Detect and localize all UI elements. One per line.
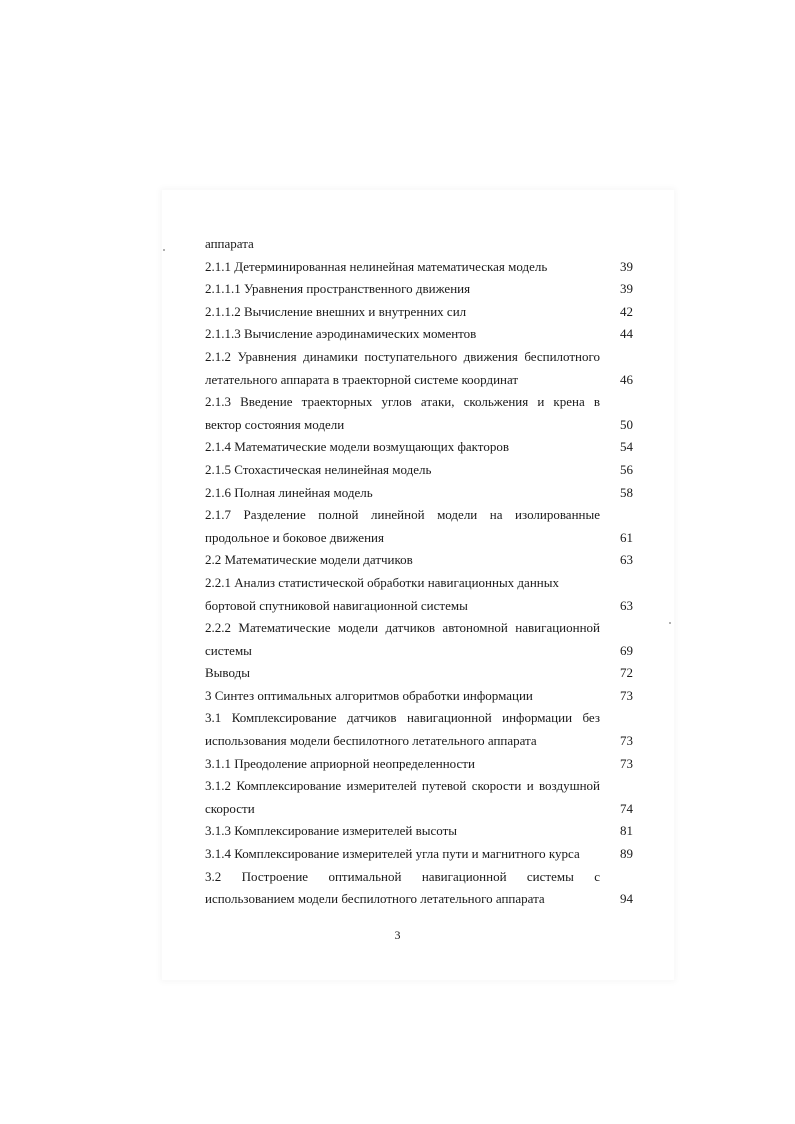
toc-entry-title [205, 866, 600, 911]
toc-entry-page: 46 [620, 371, 633, 387]
scan-speck [669, 622, 671, 624]
toc-entry-title-line: 2.2.2 Математические модели датчиков автономной навигационной [205, 620, 600, 636]
page-number: 3 [394, 928, 401, 942]
toc-entry-title-line: 2.1.6 Полная линейная модель [205, 484, 373, 500]
toc-entry-page: 89 [620, 846, 633, 862]
toc-entry-title-line: 2.1.1.3 Вычисление аэродинамических моментов [205, 326, 477, 342]
toc-entry-title-line: 2.1.5 Стохастическая нелинейная модель [205, 461, 432, 477]
toc-entry-title-line: 2.1.1.1 Уравнения пространственного движения [205, 281, 471, 297]
toc-entry-title [205, 707, 600, 752]
toc-entry-page: 72 [620, 665, 633, 681]
toc-entry-page: 61 [620, 529, 633, 545]
toc-entry-title-continuation: системы [205, 642, 252, 658]
toc-entry-title [205, 617, 600, 662]
toc-entry-page: 81 [620, 823, 633, 839]
toc-entry-title-continuation: продольное и боковое движения [205, 529, 384, 545]
toc-entry-page: 39 [620, 281, 633, 297]
toc-entry-title [205, 256, 600, 279]
toc-entry-title-line: 2.1.3 Введение траекторных углов атаки, скольжения и крена в [205, 394, 600, 410]
toc-entry-page: 63 [620, 597, 633, 613]
toc-entry-title-line: Выводы [205, 665, 250, 681]
toc-entry [205, 256, 633, 279]
toc-entry-title-line: 3.1.4 Комплексирование измерителей угла пути и магнитного курса [205, 846, 580, 862]
toc-entry-title-continuation: бортовой спутниковой навигационной системы [205, 597, 468, 613]
toc-entry-title [205, 391, 600, 436]
toc-entry [205, 775, 633, 820]
toc-entry-title [205, 572, 600, 617]
table-of-contents [205, 233, 633, 911]
toc-entry-page: 69 [620, 642, 633, 658]
toc-entry-title [205, 323, 600, 346]
toc-entry [205, 504, 633, 549]
toc-entry-page: 74 [620, 800, 633, 816]
toc-entry-page: 50 [620, 416, 633, 432]
toc-entry-title [205, 820, 600, 843]
toc-entry [205, 391, 633, 436]
toc-entry-title-line: 2.2 Математические модели датчиков [205, 552, 413, 568]
toc-entry-title-line: 3.1.3 Комплексирование измерителей высоты [205, 823, 458, 839]
toc-entry [205, 323, 633, 346]
toc-entry-title [205, 459, 600, 482]
toc-entry [205, 346, 633, 391]
toc-entry-page: 73 [620, 733, 633, 749]
toc-entry-title [205, 843, 600, 866]
toc-entry-title [205, 301, 600, 324]
scan-speck [163, 249, 165, 251]
toc-entry-page: 39 [620, 258, 633, 274]
toc-continuation-text: аппарата [205, 236, 254, 251]
toc-entry [205, 436, 633, 459]
toc-entry [205, 707, 633, 752]
toc-entry-title [205, 549, 600, 572]
toc-entry-title-continuation: использования модели беспилотного летательного аппарата [205, 733, 537, 749]
toc-entries [205, 256, 633, 911]
toc-entry-title-continuation: скорости [205, 800, 255, 816]
toc-entry-title [205, 753, 600, 776]
toc-entry-title-line: 3.2 Построение оптимальной навигационной системы с [205, 868, 600, 884]
toc-entry-title-line: 2.1.1.2 Вычисление внешних и внутренних сил [205, 303, 467, 319]
toc-entry-page: 56 [620, 461, 633, 477]
toc-entry [205, 549, 633, 572]
toc-entry-title-line: 3.1.2 Комплексирование измерителей путевой скорости и воздушной [205, 778, 600, 794]
toc-entry-title [205, 775, 600, 820]
toc-entry-title-continuation: летательного аппарата в траекторной системе координат [205, 371, 519, 387]
toc-entry [205, 301, 633, 324]
toc-entry-title [205, 685, 600, 708]
toc-entry-page: 94 [620, 891, 633, 907]
toc-entry-title [205, 346, 600, 391]
toc-entry-title-line: 3.1 Комплексирование датчиков навигационной информации без [205, 710, 600, 726]
toc-entry [205, 685, 633, 708]
toc-entry-page: 73 [620, 687, 633, 703]
toc-entry [205, 482, 633, 505]
toc-entry [205, 278, 633, 301]
toc-entry-title-line: 3.1.1 Преодоление априорной неопределенности [205, 755, 475, 771]
toc-entry-title-line: 2.1.7 Разделение полной линейной модели на изолированные [205, 507, 600, 523]
toc-entry-title-continuation: использованием модели беспилотного летательного аппарата [205, 891, 545, 907]
toc-entry-title [205, 504, 600, 549]
toc-entry-title [205, 436, 600, 459]
toc-entry-title-line: 2.1.2 Уравнения динамики поступательного движения беспилотного [205, 348, 600, 364]
toc-entry-title [205, 662, 600, 685]
toc-entry [205, 843, 633, 866]
toc-entry-title-continuation: вектор состояния модели [205, 416, 345, 432]
toc-continuation-line [205, 233, 633, 256]
toc-entry-page: 44 [620, 326, 633, 342]
toc-entry [205, 866, 633, 911]
toc-entry [205, 820, 633, 843]
toc-entry [205, 662, 633, 685]
toc-entry [205, 617, 633, 662]
toc-entry [205, 753, 633, 776]
toc-entry-page: 54 [620, 439, 633, 455]
toc-entry [205, 459, 633, 482]
toc-entry-page: 63 [620, 552, 633, 568]
toc-entry-title-line: 2.2.1 Анализ статистической обработки навигационных данных [205, 574, 559, 590]
toc-entry-title-line: 3 Синтез оптимальных алгоритмов обработки информации [205, 687, 533, 703]
toc-entry-title [205, 482, 600, 505]
toc-entry-title [205, 278, 600, 301]
toc-entry-page: 73 [620, 755, 633, 771]
toc-entry [205, 572, 633, 617]
toc-entry-page: 42 [620, 303, 633, 319]
toc-entry-page: 58 [620, 484, 633, 500]
toc-entry-title-line: 2.1.4 Математические модели возмущающих факторов [205, 439, 509, 455]
toc-entry-title-line: 2.1.1 Детерминированная нелинейная математическая модель [205, 258, 548, 274]
